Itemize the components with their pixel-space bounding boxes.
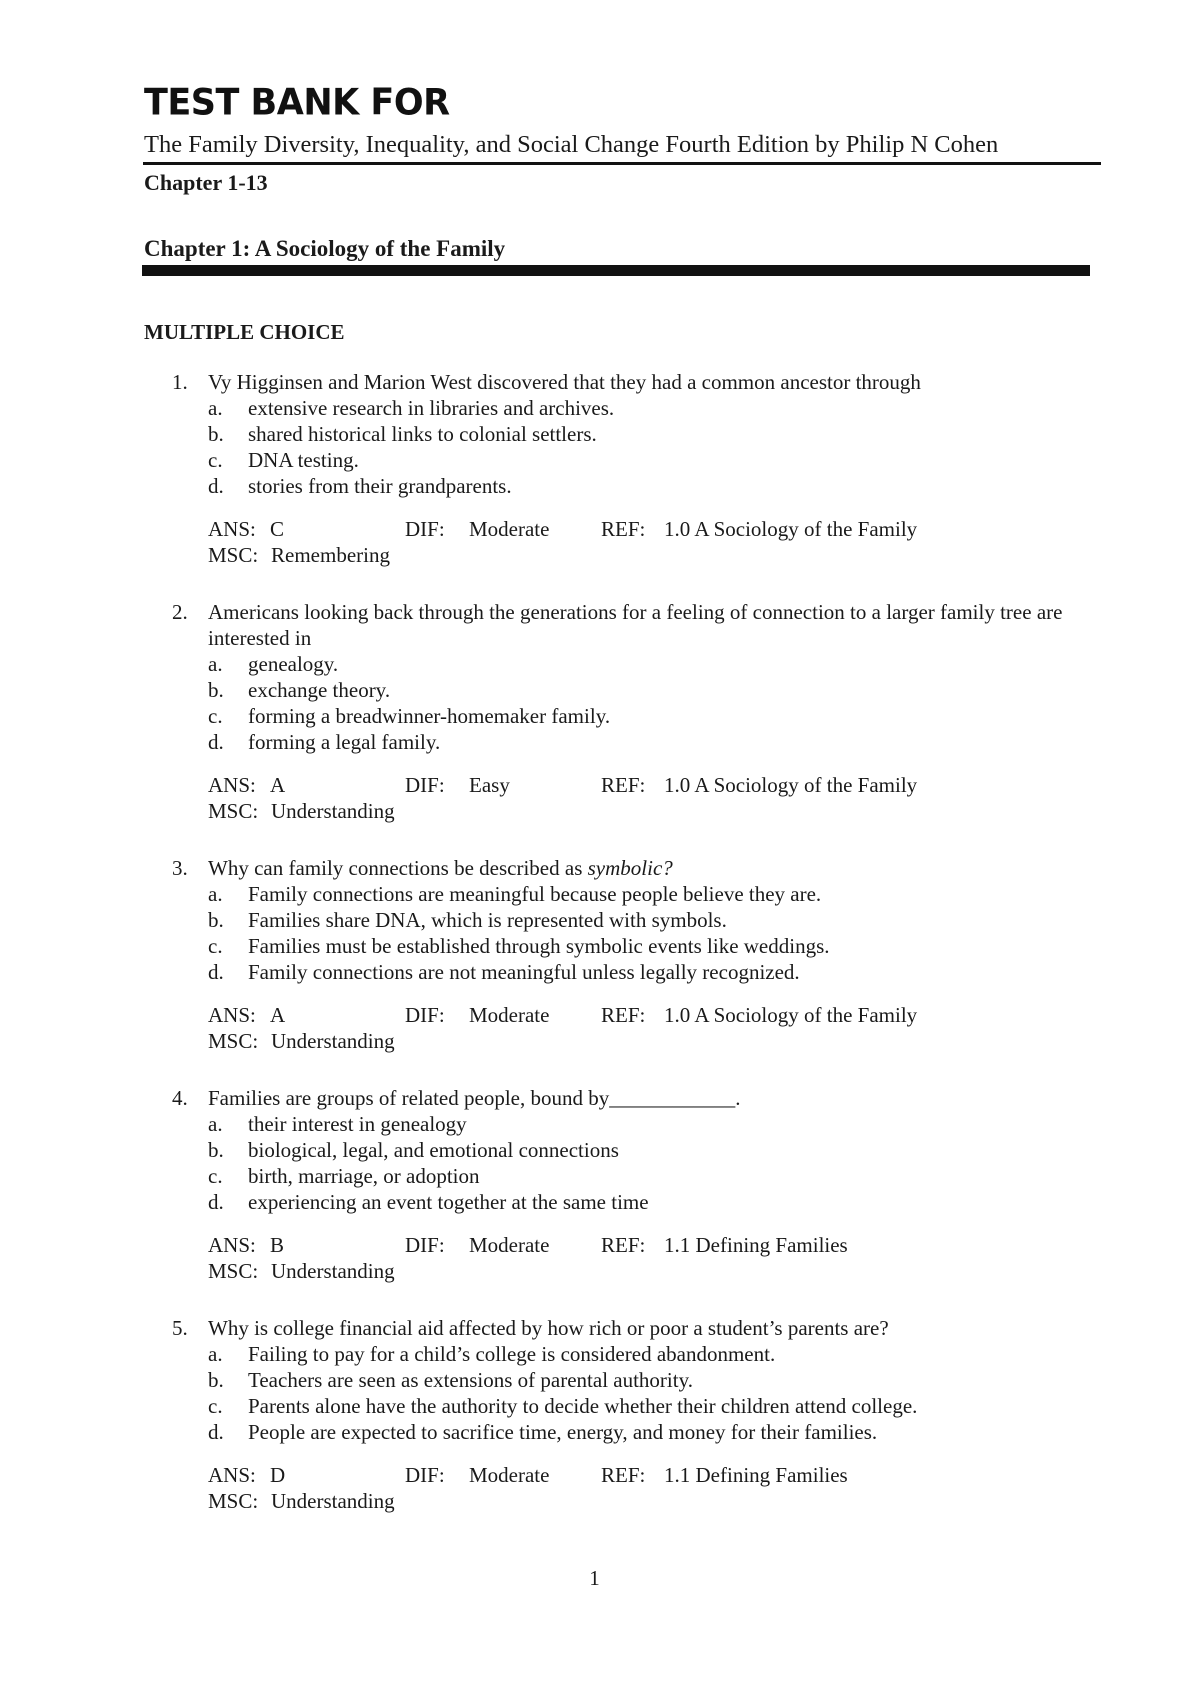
dif-value: Easy	[469, 773, 510, 797]
choice-letter: d.	[208, 960, 224, 984]
choice-text: Teachers are seen as extensions of parental authority.	[248, 1368, 693, 1392]
ref-label: REF:	[601, 1233, 646, 1257]
ans-label: ANS:	[208, 773, 256, 797]
choice-text: shared historical links to colonial settlers.	[248, 422, 597, 446]
question-text-main: Families are groups of related people, bound by____________.	[208, 1086, 741, 1110]
choice-letter: c.	[208, 1164, 223, 1188]
ref-value: 1.0 A Sociology of the Family	[664, 517, 918, 541]
msc-label: MSC:	[208, 1489, 259, 1513]
msc-value: Understanding	[271, 1259, 395, 1283]
question-text-main: Why can family connections be described as	[208, 856, 588, 880]
answer-choice	[0, 1163, 1189, 1189]
choice-letter: a.	[208, 1112, 223, 1136]
ref-label: REF:	[601, 1463, 646, 1487]
choice-text: stories from their grandparents.	[248, 474, 512, 498]
choice-letter: a.	[208, 1342, 223, 1366]
question-text-main: Vy Higginsen and Marion West discovered that they had a common ancestor through	[208, 370, 921, 394]
choice-letter: d.	[208, 730, 224, 754]
question-text	[208, 1316, 889, 1340]
choice-letter: c.	[208, 704, 223, 728]
choice-text: People are expected to sacrifice time, energy, and money for their families.	[248, 1420, 878, 1444]
answer-meta-line	[208, 772, 1189, 798]
question-stem	[0, 369, 1068, 395]
dif-label: DIF:	[405, 1463, 445, 1487]
question-number: 4.	[172, 1086, 188, 1110]
answer-meta-line	[208, 1232, 1189, 1258]
dif-label: DIF:	[405, 517, 445, 541]
answer-metadata	[0, 1002, 1189, 1054]
question-text	[208, 1086, 740, 1110]
choice-letter: a.	[208, 882, 223, 906]
choice-text: experiencing an event together at the same time	[248, 1190, 649, 1214]
question-text-main: Americans looking back through the generations for a feeling of connection to a larger family tree are interested in	[208, 600, 1063, 650]
answer-choice	[0, 473, 1189, 499]
answer-choice	[0, 1137, 1189, 1163]
ans-value: A	[270, 1003, 286, 1027]
answer-choice	[0, 933, 1189, 959]
choice-letter: b.	[208, 678, 224, 702]
msc-label: MSC:	[208, 1029, 259, 1053]
dif-value: Moderate	[469, 1003, 550, 1027]
choice-letter: b.	[208, 908, 224, 932]
choice-text: their interest in genealogy	[248, 1112, 467, 1136]
answer-choice	[0, 703, 1189, 729]
answer-choice	[0, 421, 1189, 447]
choice-letter: b.	[208, 1368, 224, 1392]
answer-choice	[0, 959, 1189, 985]
msc-label: MSC:	[208, 799, 259, 823]
choice-text: Family connections are meaningful because people believe they are.	[248, 882, 822, 906]
choice-letter: a.	[208, 652, 223, 676]
choice-text: exchange theory.	[248, 678, 391, 702]
dif-value: Moderate	[469, 1463, 550, 1487]
question-stem	[0, 1085, 1068, 1111]
answer-choice	[0, 651, 1189, 677]
question-text	[208, 856, 673, 880]
choice-letter: a.	[208, 396, 223, 420]
question-item	[0, 855, 1189, 1054]
ans-value: D	[270, 1463, 286, 1487]
answer-choice	[0, 1189, 1189, 1215]
msc-value: Remembering	[271, 543, 390, 567]
answer-choice	[0, 907, 1189, 933]
question-text	[208, 370, 921, 394]
dif-label: DIF:	[405, 1233, 445, 1257]
answer-choices	[0, 651, 1189, 755]
answer-choice	[0, 729, 1189, 755]
msc-value: Understanding	[271, 1029, 395, 1053]
answer-choice	[0, 1341, 1189, 1367]
answer-choices	[0, 1341, 1189, 1445]
ref-value: 1.1 Defining Families	[664, 1463, 848, 1487]
answer-metadata	[0, 772, 1189, 824]
choice-text: Families must be established through symbolic events like weddings.	[248, 934, 830, 958]
answer-choices	[0, 1111, 1189, 1215]
question-item	[0, 369, 1189, 568]
choice-letter: d.	[208, 1420, 224, 1444]
question-stem	[0, 599, 1068, 651]
choice-text: Failing to pay for a child’s college is considered abandonment.	[248, 1342, 776, 1366]
chapter-title: Chapter 1: A Sociology of the Family	[144, 236, 506, 261]
choice-letter: c.	[208, 1394, 223, 1418]
answer-meta-line	[208, 1462, 1189, 1488]
msc-meta-line	[208, 542, 1189, 568]
question-number: 1.	[172, 370, 188, 394]
ans-value: A	[270, 773, 286, 797]
ans-label: ANS:	[208, 1463, 256, 1487]
msc-label: MSC:	[208, 1259, 259, 1283]
question-number: 2.	[172, 600, 188, 624]
ref-value: 1.1 Defining Families	[664, 1233, 848, 1257]
ans-value: C	[270, 517, 285, 541]
question-stem	[0, 1315, 1068, 1341]
choice-text: Parents alone have the authority to decide whether their children attend college.	[248, 1394, 918, 1418]
test-bank-heading: TEST BANK FOR	[144, 82, 450, 124]
answer-choice	[0, 1419, 1189, 1445]
msc-label: MSC:	[208, 543, 259, 567]
msc-meta-line	[208, 798, 1189, 824]
answer-meta-line	[208, 1002, 1189, 1028]
msc-meta-line	[208, 1028, 1189, 1054]
answer-metadata	[0, 1232, 1189, 1284]
choice-text: extensive research in libraries and archives.	[248, 396, 615, 420]
choice-text: DNA testing.	[248, 448, 359, 472]
dif-value: Moderate	[469, 1233, 550, 1257]
choice-text: Families share DNA, which is represented with symbols.	[248, 908, 727, 932]
choice-letter: b.	[208, 422, 224, 446]
answer-choice	[0, 447, 1189, 473]
answer-choice	[0, 1367, 1189, 1393]
question-number: 5.	[172, 1316, 188, 1340]
choice-letter: d.	[208, 474, 224, 498]
question-number: 3.	[172, 856, 188, 880]
answer-choice	[0, 881, 1189, 907]
choice-letter: c.	[208, 934, 223, 958]
ref-label: REF:	[601, 517, 646, 541]
dif-label: DIF:	[405, 1003, 445, 1027]
choice-text: Family connections are not meaningful unless legally recognized.	[248, 960, 800, 984]
choice-text: biological, legal, and emotional connections	[248, 1138, 619, 1162]
ref-label: REF:	[601, 1003, 646, 1027]
choice-letter: b.	[208, 1138, 224, 1162]
chapter-range: Chapter 1-13	[144, 170, 268, 195]
question-item	[0, 599, 1189, 824]
choice-text: forming a breadwinner-homemaker family.	[248, 704, 611, 728]
choice-text: genealogy.	[248, 652, 339, 676]
choice-letter: d.	[208, 1190, 224, 1214]
msc-value: Understanding	[271, 799, 395, 823]
question-item	[0, 1315, 1189, 1514]
dif-label: DIF:	[405, 773, 445, 797]
msc-meta-line	[208, 1258, 1189, 1284]
answer-choices	[0, 395, 1189, 499]
question-stem	[0, 855, 1068, 881]
ans-value: B	[270, 1233, 285, 1257]
answer-choice	[0, 1111, 1189, 1137]
ans-label: ANS:	[208, 517, 256, 541]
question-text	[208, 600, 1062, 650]
answer-choices	[0, 881, 1189, 985]
question-text-main: Why is college financial aid affected by how rich or poor a student’s parents are?	[208, 1316, 889, 1340]
choice-text: birth, marriage, or adoption	[248, 1164, 480, 1188]
header-divider	[143, 162, 1101, 165]
dif-value: Moderate	[469, 517, 550, 541]
chapter-divider	[142, 265, 1090, 276]
answer-choice	[0, 395, 1189, 421]
page-number: 1	[589, 1566, 600, 1590]
question-text-italic: symbolic?	[587, 856, 673, 880]
ans-label: ANS:	[208, 1003, 256, 1027]
question-item	[0, 1085, 1189, 1284]
book-title: The Family Diversity, Inequality, and Social Change Fourth Edition by Philip N Cohen	[144, 131, 999, 158]
ref-label: REF:	[601, 773, 646, 797]
answer-meta-line	[208, 516, 1189, 542]
answer-choice	[0, 1393, 1189, 1419]
choice-text: forming a legal family.	[248, 730, 441, 754]
ref-value: 1.0 A Sociology of the Family	[664, 773, 918, 797]
msc-value: Understanding	[271, 1489, 395, 1513]
ans-label: ANS:	[208, 1233, 256, 1257]
answer-metadata	[0, 1462, 1189, 1514]
question-list	[0, 369, 1189, 1545]
answer-metadata	[0, 516, 1189, 568]
ref-value: 1.0 A Sociology of the Family	[664, 1003, 918, 1027]
answer-choice	[0, 677, 1189, 703]
msc-meta-line	[208, 1488, 1189, 1514]
choice-letter: c.	[208, 448, 223, 472]
section-heading: MULTIPLE CHOICE	[144, 320, 345, 344]
